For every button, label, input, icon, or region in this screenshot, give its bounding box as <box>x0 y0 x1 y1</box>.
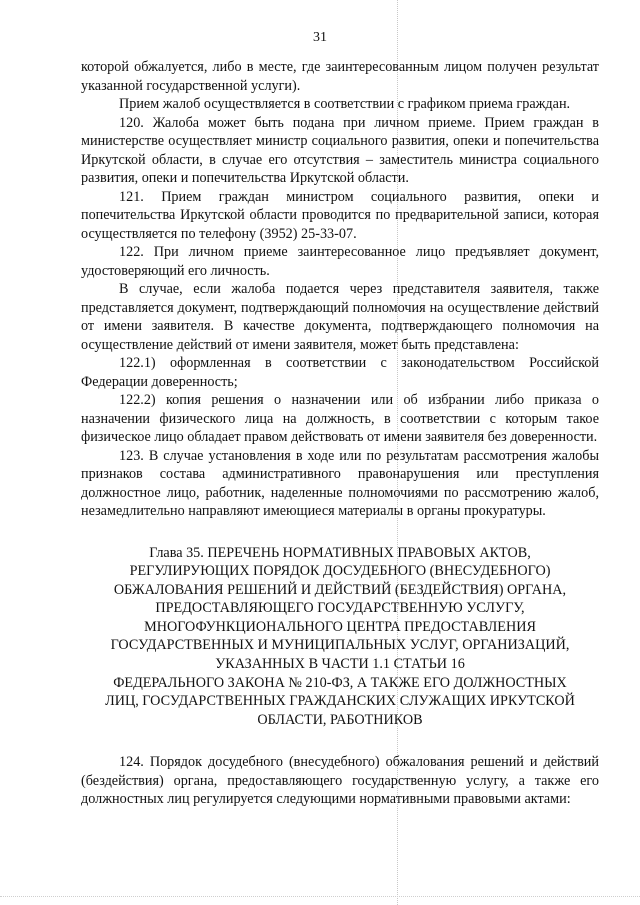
paragraph: 120. Жалоба может быть подана при личном приеме. Прием граждан в министерстве осуществляет министр социального развития, опеки и попечительства Иркутской области, в случае его отсутствия – заместитель министра социального развития, опеки и попечительства Иркутской области. <box>81 114 599 186</box>
chapter-heading-line: ЛИЦ, ГОСУДАРСТВЕННЫХ ГРАЖДАНСКИХ СЛУЖАЩИХ ИРКУТСКОЙ <box>105 693 575 710</box>
chapter-heading-line: ГОСУДАРСТВЕННЫХ И МУНИЦИПАЛЬНЫХ УСЛУГ, ОРГАНИЗАЦИЙ, <box>110 637 570 654</box>
paragraph: В случае, если жалоба подается через представителя заявителя, также представляется документ, подтверждающий полномочия на осуществление действий от имени заявителя. В качестве документа, подтверждающего полномочия на осуществление действий от имени заявителя, может быть представлена: <box>81 281 599 353</box>
page-number: 31 <box>313 30 327 45</box>
paragraph: 123. В случае установления в ходе или по результатам рассмотрения жалобы признаков состава административного правонарушения или преступления должностное лицо, работник, наделенные полномочиями по рассмотрению жалоб, незамедлительно направляют имеющиеся материалы в органы прокуратуры. <box>81 447 599 519</box>
paragraph: которой обжалуется, либо в месте, где заинтересованным лицом получен результат указанной государственной услуги). <box>81 59 599 94</box>
paragraphs-bottom <box>81 753 599 809</box>
chapter-heading-line: ФЕДЕРАЛЬНОГО ЗАКОНА № 210-ФЗ, А ТАКЖЕ ЕГО ДОЛЖНОСТНЫХ <box>113 674 567 691</box>
paragraph: 121. Прием граждан министром социального развития, опеки и попечительства Иркутской области проводится по предварительной записи, которая осуществляется по телефону (3952) 25-33-07. <box>81 188 599 242</box>
chapter-heading-line: ОБЛАСТИ, РАБОТНИКОВ <box>257 711 423 728</box>
paragraph: 122. При личном приеме заинтересованное лицо предъявляет документ, удостоверяющий его личность. <box>81 244 599 279</box>
document-body <box>81 58 599 809</box>
paragraph: 122.2) копия решения о назначении или об избрании либо приказа о назначении физического лица на должность, в соответствии с которым такое физическое лицо обладает правом действовать от имени заявителя без доверенности. <box>81 392 599 445</box>
chapter-heading-line: УКАЗАННЫХ В ЧАСТИ 1.1 СТАТЬИ 16 <box>215 656 465 673</box>
paragraph: Прием жалоб осуществляется в соответствии с графиком приема граждан. <box>119 96 571 112</box>
chapter-heading-line: РЕГУЛИРУЮЩИХ ПОРЯДОК ДОСУДЕБНОГО (ВНЕСУДЕБНОГО) <box>129 563 551 580</box>
scan-bottom-edge <box>0 896 640 897</box>
chapter-heading-line: ОБЖАЛОВАНИЯ РЕШЕНИЙ И ДЕЙСТВИЙ (БЕЗДЕЙСТВИЯ) ОРГАНА, <box>113 581 567 598</box>
paragraph: 124. Порядок досудебного (внесудебного) обжалования решений и действий (бездействия) органа, предоставляющего государственную услугу, а также его должностных лиц регулируется следующими нормативными правовыми актами: <box>81 754 599 808</box>
paragraph: 122.1) оформленная в соответствии с законодательством Российской Федерации доверенность; <box>81 355 599 390</box>
chapter-heading-line: ПРЕДОСТАВЛЯЮЩЕГО ГОСУДАРСТВЕННУЮ УСЛУГУ, <box>155 600 525 617</box>
chapter-heading-line: Глава 35. ПЕРЕЧЕНЬ НОРМАТИВНЫХ ПРАВОВЫХ АКТОВ, <box>149 544 531 561</box>
chapter-heading <box>81 544 599 730</box>
paragraphs-top <box>81 58 599 521</box>
chapter-heading-line: МНОГОФУНКЦИОНАЛЬНОГО ЦЕНТРА ПРЕДОСТАВЛЕНИЯ <box>144 618 536 635</box>
